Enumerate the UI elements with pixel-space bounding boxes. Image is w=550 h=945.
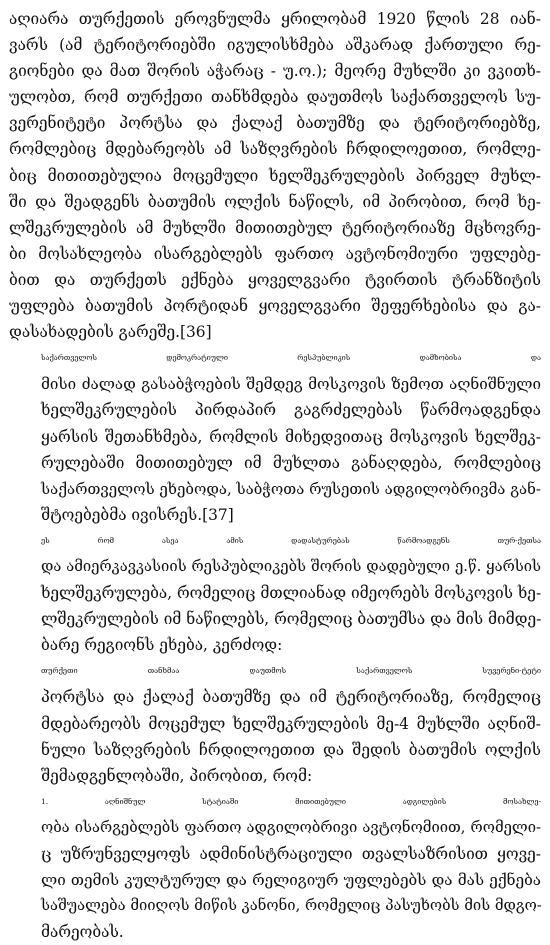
text-line: ბიც მითითებულია მოცემული ხელშეკრულების პირველ მუხლ- [9,166,541,185]
text-line: ყარსის შეთანხმება, რომლის მიხედვითაც მოსკოვის ხელშეკ- [41,427,541,446]
text-line: ხელშეკრულება, რომელიც მთლიანად იმეორებს მოსკოვის ხე- [41,584,542,603]
text-line: ულობთ, რომ თურქეთი თანხმდება დაუთმოს საქართველოს სუ- [9,88,541,107]
paragraph-5-list-item-1 [9,789,541,945]
text-line: რომლებიც მდებარეობს ამ საზღვრების ჩრდილოეთით, რომლე- [9,140,541,159]
text-line: და ამიერკავკასიის რესპუბლიკებს შორის დადებული ე.წ. ყარსის [41,557,541,575]
text-line: მდებარეობს მოცემულ ხელშეკრულების მე-4 მუხლში აღნიშ- [41,714,541,733]
text-line: ბი მოსახლეობა ისარგებლებს ფართო ავტონომიური უფლებე- [9,244,541,263]
text-line: ლი თემის კულტურულ და რელიგიურ უფლებებს და მას ექნება [41,871,541,890]
text-line: გიონები და მათ შორის აჭარაც - უ.ო.); მეორე მუხლში კი ვკითხ- [9,62,541,81]
text-line: უფლება ბათუმის პორტიდან ყოველგვარი შეფერხებისა და გა- [9,297,541,316]
text-line: ვერენიტეტი პორტსა და ქალაქ ბათუმზე და ტერიტორიებზე, [9,114,541,133]
text-line: ში და შეადგენს ბათუმის ოლქის ნაწილს, იმ პირობით, რომ ხე- [9,192,541,211]
paragraph-1 [9,6,541,345]
text-line: შემადგენლობაში, პირობით, რომ: [41,766,313,785]
text-line: საქართველოს ეხებოდა, საბჭოთა რუსეთის ადგილობრივმა გან- [41,479,541,498]
text-line: აღიარა თურქეთის ეროვნულმა ყრილობამ 1920 წლის 28 იან- [9,10,541,28]
paragraph-3 [9,528,541,658]
text-line: პორტსა და ქალაქ ბათუმზე და იმ ტერიტორიაზე, რომელიც [41,688,541,707]
text-line: საშუალება მიიღოს მიწის კანონი, რომელიც პასუხობს მის მდგო- [41,897,542,915]
text-line: ეს რომ ასეა ამის დადასტურებას წარმოადგენს თურ-ქეთსა [41,535,541,545]
text-line: ხელშეკრულების პირდაპირ გაგრძელებას წარმოადგენდა [41,401,541,420]
text-line: 1. აღნიშნულ სტატიაში მითითებული ადგილების მოსახლე- [41,796,541,806]
text-line: მისი ძალად გასაბჭოების შემდეგ მოსკოვის ზემოთ აღნიშნული [41,375,541,394]
text-line: ბარე რეგიონს ეხება, კერძოდ: [41,636,283,655]
text-line: ლშეკრულების იმ ნაწილებს, რომელიც ბათუმსა და მის მიმდე- [41,610,542,629]
text-line: ც უზრუნველყოფს ადმინისტრაციული თვალსაზრისით ყოვე- [41,845,541,863]
text-line: ლშეკრულების ამ მუხლში მითითებულ ტერიტორიაზე მცხოვრე- [9,218,541,237]
text-line: ობა ისარგებლებს ფართო ადგილობრივი ავტონომიით, რომელი- [41,818,541,836]
text-line: დასახადების გარეშე.[36] [9,323,212,342]
paragraph-4 [9,658,541,788]
text-line: თურქეთი თანხმაა დაუთმოს საქართველოს სუვერენი-ტეტი [41,666,541,676]
text-line: საქართველოს დემოკრატიული რესპუბლიკის დამხობისა და [41,353,541,363]
paragraph-2 [9,345,541,528]
text-line: მარეობას. [41,923,124,942]
text-line: რულებაში მითითებულ იმ მუხლთა განაღდება, რომლებიც [41,453,541,472]
text-line: შტოებებმა ივისრეს.[37] [41,505,234,524]
text-line: ნული საზღვრების ჩრდილოეთით და შედის ბათუმის ოლქის [41,740,541,759]
text-line: ბით და თურქეთს ექნება ყოველგვარი ტვირთის ტრანზიტის [9,270,541,289]
text-line: ვარს (ამ ტერიტორიებში იგულისხმება აშკარად ქართული რე- [9,36,541,55]
